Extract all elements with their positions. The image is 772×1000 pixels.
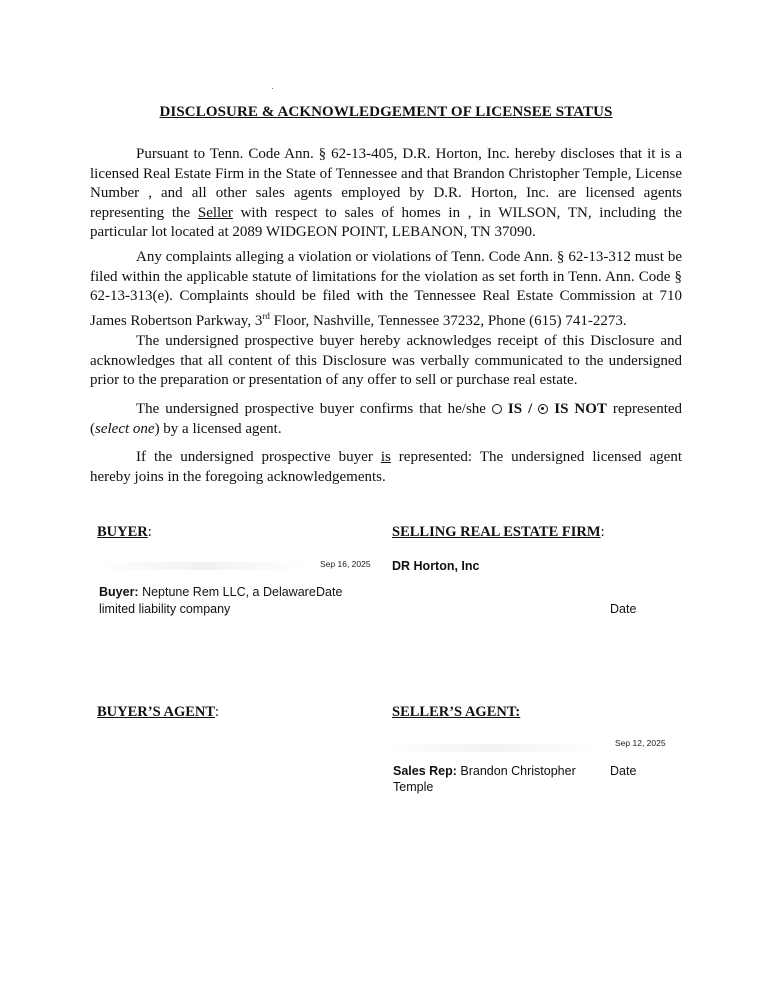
paragraph-representation: The undersigned prospective buyer confirms that he/she IS / IS NOT represented (select one) by a licensed agent. — [90, 401, 683, 437]
radio-is-not[interactable] — [538, 404, 548, 414]
document-title: DISCLOSURE & ACKNOWLEDGEMENT OF LICENSEE STATUS — [159, 104, 613, 120]
stray-mark — [272, 88, 273, 89]
sellers-agent-line1: Sales Rep: Brandon Christopher — [393, 764, 576, 778]
buyer-signature — [97, 562, 307, 570]
buyer-date-label: Date — [316, 585, 343, 599]
paragraph-acknowledgement: The undersigned prospective buyer hereby acknowledges receipt of this Disclosure and acknowledges that all content of this Disclosure was verbally communicated to the undersigned prior to the preparation or presentation of any offer to sell or purchase real estate. — [90, 333, 682, 389]
buyer-header: BUYER: — [97, 524, 152, 540]
buyer-signer-line1: Buyer: Neptune Rem LLC, a Delaware — [99, 585, 316, 599]
sellers-agent-date-label: Date — [610, 764, 637, 778]
paragraph-complaints: Any complaints alleging a violation or violations of Tenn. Code Ann. § 62-13-312 must be filed within the applicable statute of limitations for the violation as set forth in Tenn. Ann. Code § 62-13-313(e). Complaints should be filed with the Tennessee Real Estate Commission at 710 James Robertson Parkway, 3rd Floor, Nashville, Tennessee 37232, Phone (615) 741-2273. — [90, 249, 682, 329]
seller-term: Seller — [197, 204, 233, 221]
sellers-agent-header: SELLER’S AGENT: — [392, 704, 521, 720]
sellers-agent-signature — [392, 744, 592, 752]
firm-date-label: Date — [610, 602, 637, 616]
paragraph-agent-joins: If the undersigned prospective buyer is represented: The undersigned licensed agent hereby joins in the foregoing acknowledgements. — [90, 449, 682, 485]
buyers-agent-header: BUYER’S AGENT: — [97, 704, 220, 720]
buyer-sign-date: Sep 16, 2025 — [320, 559, 371, 569]
sellers-agent-line2: Temple — [393, 780, 434, 794]
radio-is[interactable] — [492, 404, 502, 414]
firm-header: SELLING REAL ESTATE FIRM: — [392, 524, 605, 540]
firm-name: DR Horton, Inc — [392, 559, 480, 573]
paragraph-licensee-disclosure: Pursuant to Tenn. Code Ann. § 62-13-405, D.R. Horton, Inc. hereby discloses that it is a licensed Real Estate Firm in the State of Tennessee and that Brandon Christopher Temple, License Number , and all other sales agents employed by D.R. Horton, Inc. are licensed agents representing the Seller with respect to sales of homes in , in WILSON, TN, including the particular lot located at 2089 WIDGEON POINT, LEBANON, TN 37090. — [90, 146, 682, 241]
sellers-agent-sign-date: Sep 12, 2025 — [615, 738, 666, 748]
buyer-signer-line2: limited liability company — [99, 602, 231, 616]
